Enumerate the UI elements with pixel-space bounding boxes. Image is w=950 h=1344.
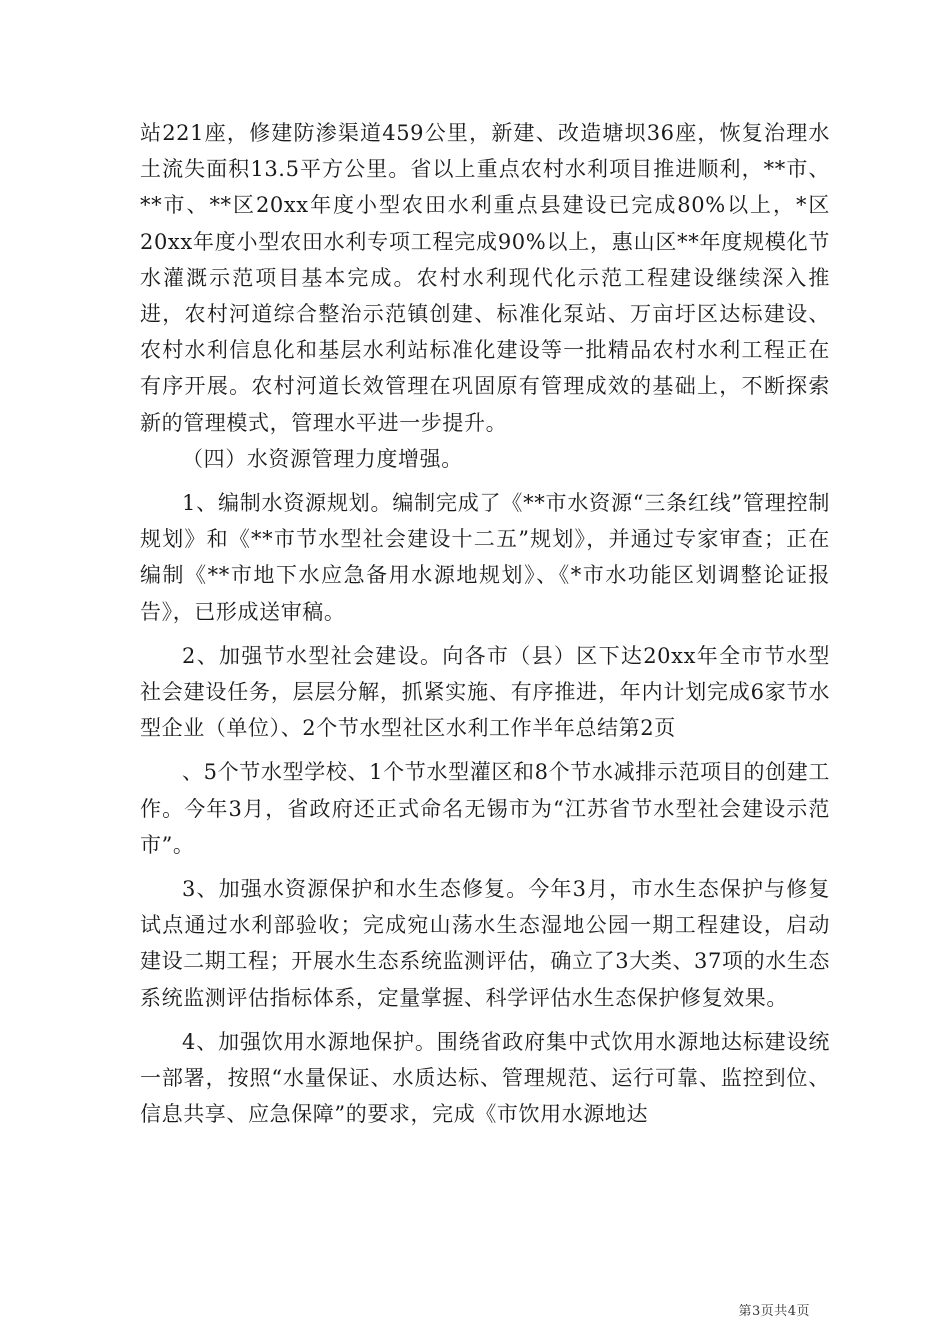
paragraph-drinking-water-protection: 4、加强饮用水源地保护。围绕省政府集中式饮用水源地达标建设统一部署，按照“水量保证、水质达标、管理规范、运行可靠、监控到位、信息共享、应急保障”的要求，完成《市饮用水源地达 <box>140 1029 830 1127</box>
section-heading: （四）水资源管理力度增强。 <box>182 446 463 471</box>
paragraph-continuation: 站221座，修建防渗渠道459公里，新建、改造塘坝36座，恢复治理水土流失面积13.5平方公里。省以上重点农村水利项目推进顺利，**市、**市、**区20xx年度小型农田水利重点县建设已完成80%以上，*区20xx年度小型农田水利专项工程完成90%以上，惠山区**年度规模化节水灌溉示范项目基本完成。农村水利现代化示范工程建设继续深入推进，农村河道综合整治示范镇创建、标准化泵站、万亩圩区达标建设、农村水利信息化和基层水利站标准化建设等一批精品农村水利工程正在有序开展。农村河道长效管理在巩固原有管理成效的基础上，不断探索新的管理模式，管理水平进一步提升。 <box>140 121 830 435</box>
paragraph-water-planning: 1、编制水资源规划。编制完成了《**市水资源“三条红线”管理控制规划》和《**市节水型社会建设十二五”规划》，并通过专家审查；正在编制《**市地下水应急备用水源地规划》、《*市水功能区划调整论证报告》，已形成送审稿。 <box>140 491 830 624</box>
paragraph-water-saving-continuation: 、5个节水型学校、1个节水型灌区和8个节水减排示范项目的创建工作。今年3月，省政府还正式命名无锡市为“江苏省节水型社会建设示范市”。 <box>140 760 830 857</box>
paragraph-ecology-restoration: 3、加强水资源保护和水生态修复。今年3月，市水生态保护与修复试点通过水利部验收；完成宛山荡水生态湿地公园一期工程建设，启动建设二期工程；开展水生态系统监测评估，确立了3大类、37项的水生态系统监测评估指标体系，定量掌握、科学评估水生态保护修复效果。 <box>140 877 830 1010</box>
document-body <box>140 115 830 1132</box>
paragraph-water-saving-society: 2、加强节水型社会建设。向各市（县）区下达20xx年全市节水型社会建设任务，层层分解，抓紧实施、有序推进，年内计划完成6家节水型企业（单位）、2个节水型社区水利工作半年总结第2页 <box>140 643 830 741</box>
page-number-footer: 第3页共4页 <box>738 1304 810 1319</box>
